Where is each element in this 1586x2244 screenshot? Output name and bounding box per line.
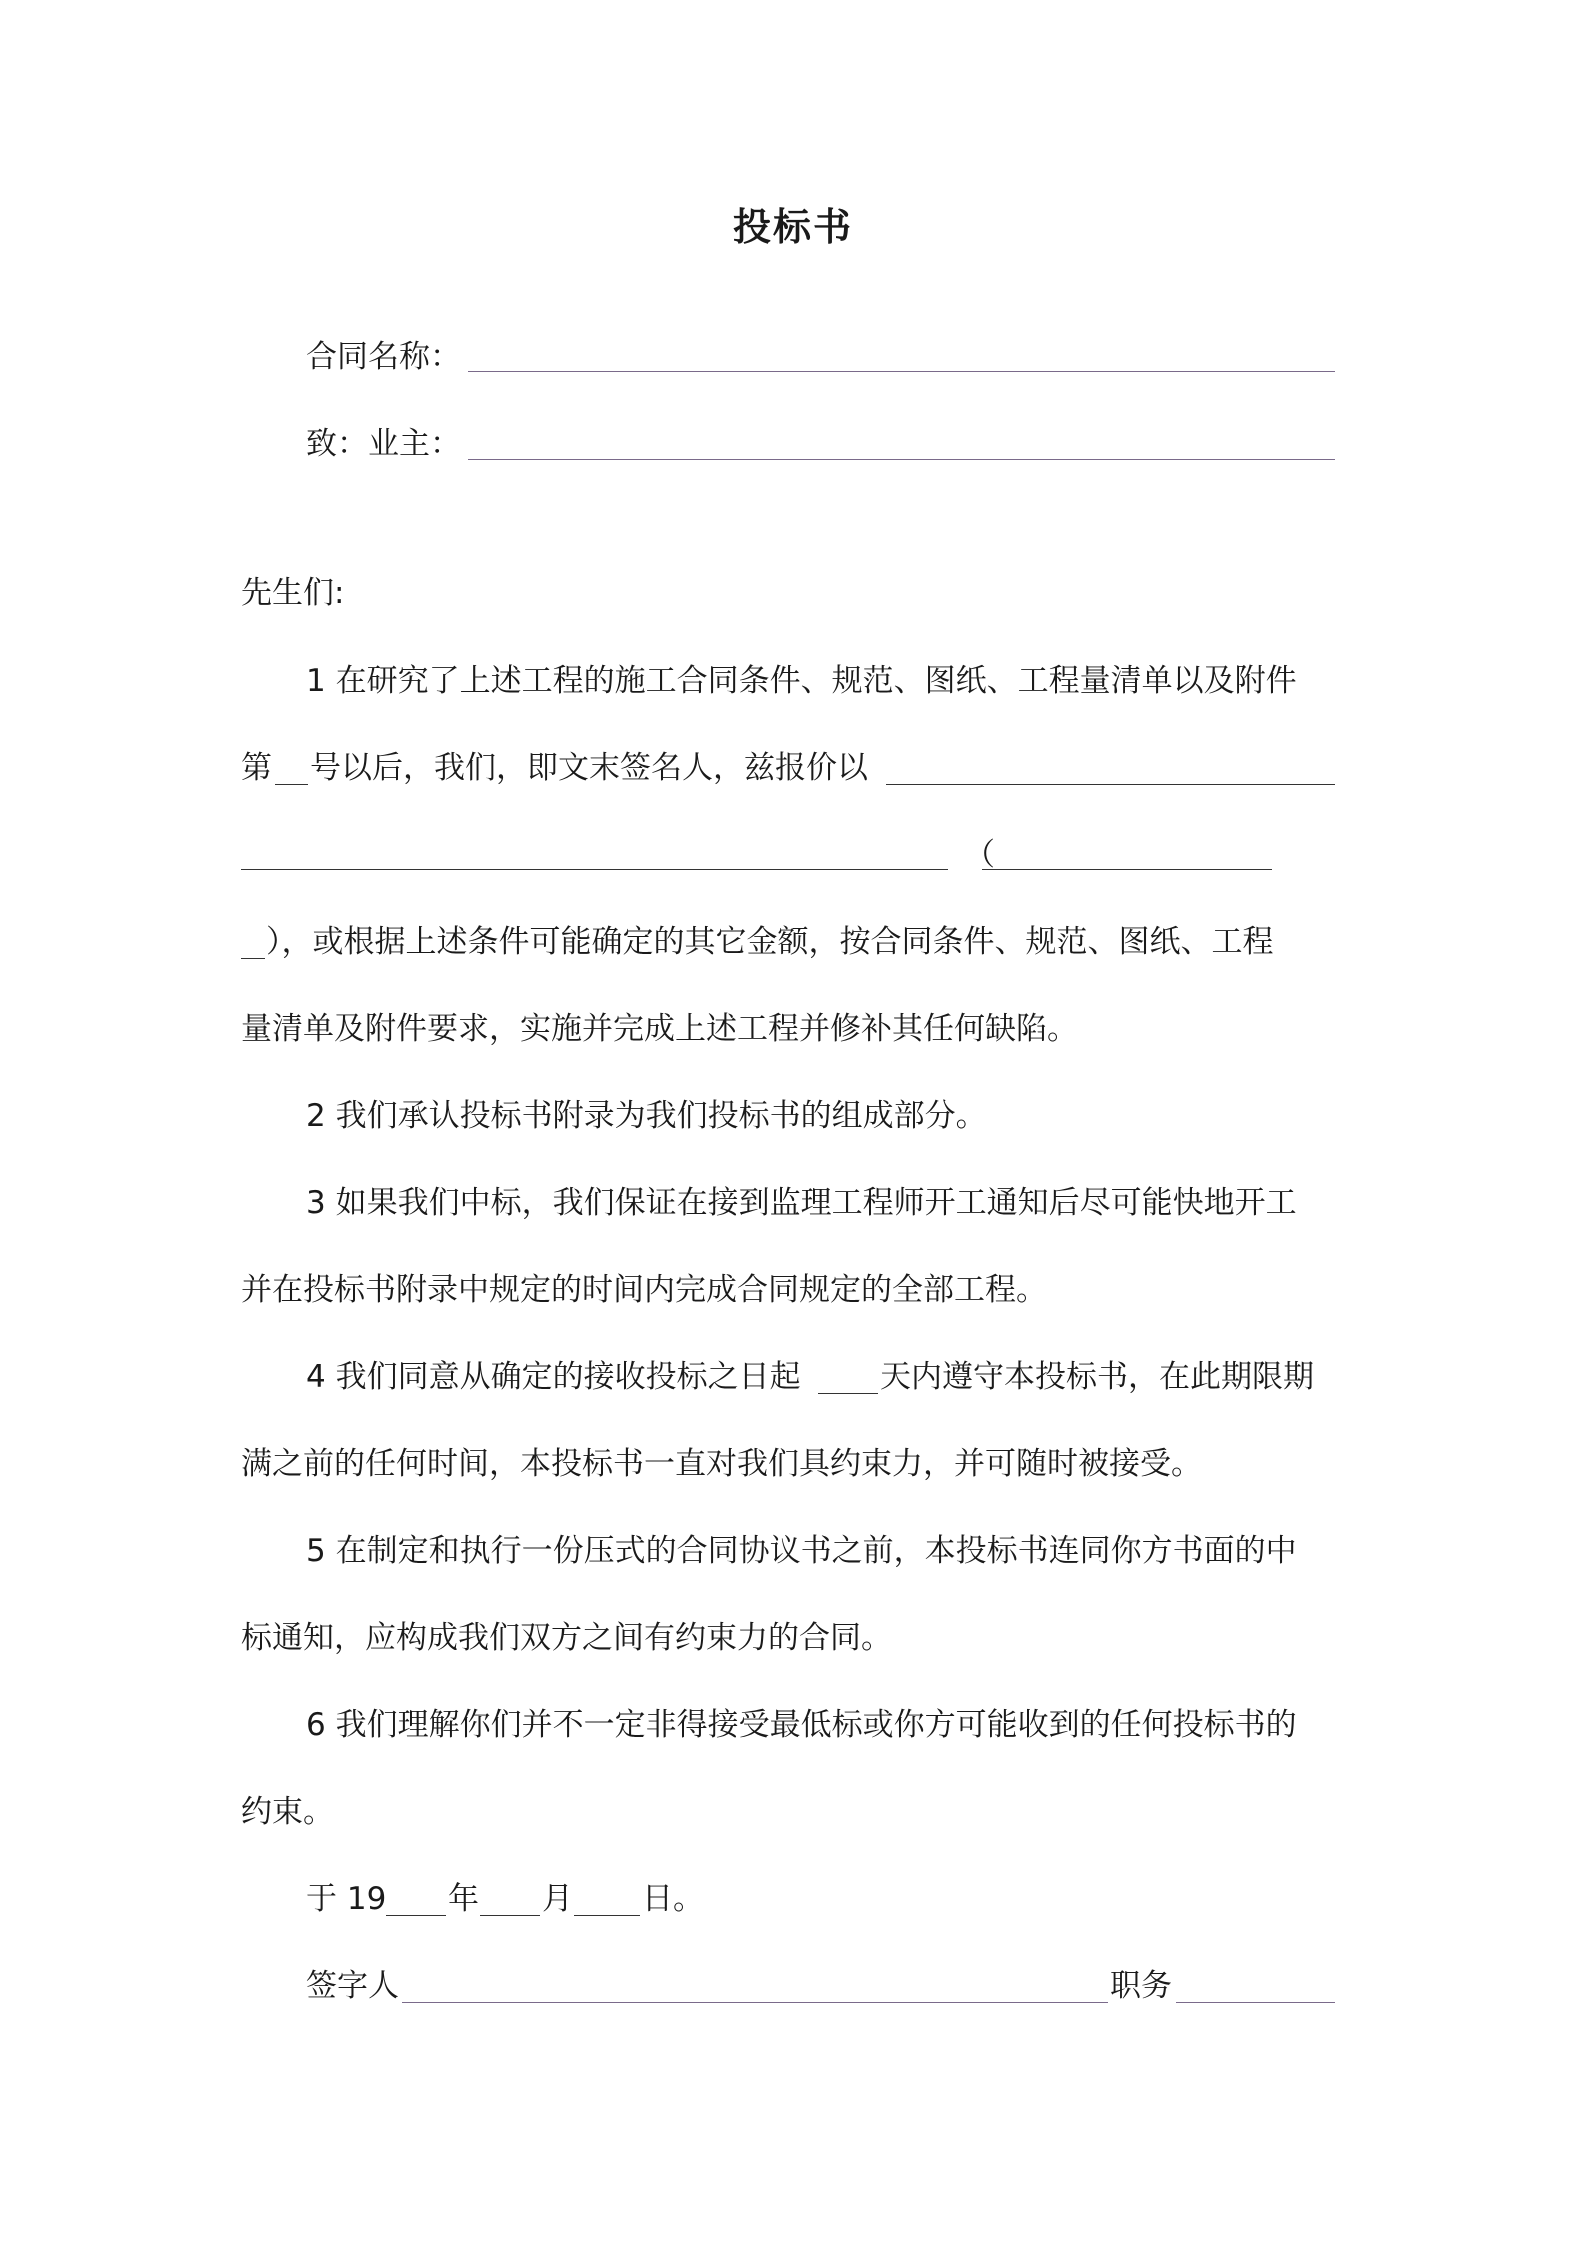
para5-line1: 5 在制定和执行一份压式的合同协议书之前，本投标书连同你方书面的中 [306,1533,1297,1569]
date-day-label: 日。 [642,1881,704,1917]
para2: 2 我们承认投标书附录为我们投标书的组成部分。 [306,1098,987,1134]
position-field[interactable] [1176,2002,1335,2003]
para6-line2: 约束。 [241,1794,334,1830]
date-year-label: 年 [448,1881,479,1917]
month-field[interactable] [480,1915,540,1916]
year-field[interactable] [386,1915,446,1916]
para1-open-paren: （ [964,837,995,873]
para1-line1: 1 在研究了上述工程的施工合同条件、规范、图纸、工程量清单以及附件 [306,663,1297,699]
price-words-field-end[interactable] [241,958,265,959]
para3-line1: 3 如果我们中标，我们保证在接到监理工程师开工通知后尽可能快地开工 [306,1185,1297,1221]
para1-line5: 量清单及附件要求，实施并完成上述工程并修补其任何缺陷。 [241,1011,1078,1047]
contract-name-label: 合同名称： [306,339,461,375]
signatory-field[interactable] [402,2002,1108,2003]
para5-line2: 标通知，应构成我们双方之间有约束力的合同。 [241,1620,892,1656]
para1-line4: ），或根据上述条件可能确定的其它金额，按合同条件、规范、图纸、工程 [266,924,1274,960]
document-title: 投标书 [732,205,853,249]
para6-line1: 6 我们理解你们并不一定非得接受最低标或你方可能收到的任何投标书的 [306,1707,1297,1743]
date-prefix: 于 19 [306,1881,387,1917]
days-field[interactable] [818,1393,878,1394]
para1-line2-prefix: 第 [241,750,272,786]
date-month-label: 月 [542,1881,573,1917]
signatory-label: 签字人 [306,1968,399,2004]
owner-field[interactable] [468,459,1335,460]
para3-line2: 并在投标书附录中规定的时间内完成合同规定的全部工程。 [241,1272,1047,1308]
para1-line2-text: 号以后，我们，即文末签名人，兹报价以 [310,750,868,786]
para4-line2: 满之前的任何时间，本投标书一直对我们具约束力，并可随时被接受。 [241,1446,1202,1482]
para4-line1-prefix: 4 我们同意从确定的接收投标之日起 [306,1359,801,1395]
price-field-line3[interactable] [241,869,948,870]
day-field[interactable] [574,1915,640,1916]
price-field-line2[interactable] [886,784,1335,785]
attachment-number-field[interactable] [275,784,308,785]
to-owner-label: 致：业主： [306,426,461,462]
position-label: 职务 [1110,1968,1172,2004]
para4-line1-suffix: 天内遵守本投标书，在此期限期 [880,1359,1314,1395]
price-words-field[interactable] [982,869,1272,870]
salutation: 先生们: [241,575,345,611]
contract-name-field[interactable] [468,371,1335,372]
